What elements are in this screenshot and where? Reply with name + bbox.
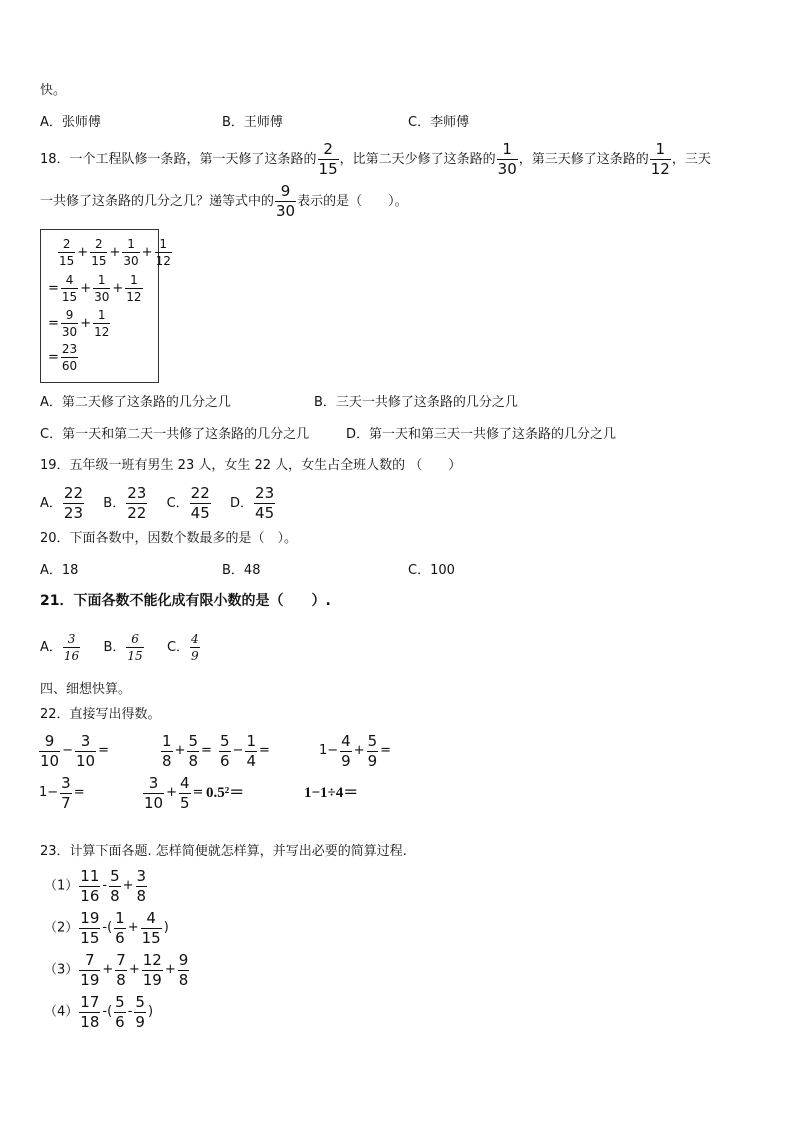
fraction	[39, 731, 60, 770]
fraction	[114, 908, 126, 947]
operator: +	[109, 245, 121, 260]
fraction	[122, 238, 139, 267]
operator: +	[164, 962, 176, 977]
fraction-denominator: 12	[155, 254, 171, 268]
operator: =	[192, 785, 204, 800]
fraction	[61, 309, 78, 338]
fraction	[497, 142, 518, 177]
q22-expr-8: 1−1÷4＝	[304, 785, 359, 801]
fraction-numerator: 23	[255, 484, 275, 502]
fraction-denominator: 22	[127, 504, 147, 522]
operator: =	[48, 281, 59, 296]
fraction-numerator: 1	[97, 308, 106, 322]
q20-option-c[interactable]: C．100	[408, 563, 455, 578]
q23-problem-4: （4） $\frac{17}{18}$ -( $\frac{5}{6}$ - $\frac{5}{9}$ )	[44, 992, 154, 1031]
fraction	[75, 731, 96, 770]
q17-option-c[interactable]: C．李师傅	[408, 115, 470, 130]
fraction-denominator: 12	[650, 160, 670, 178]
q18-option-c[interactable]: C．第一天和第二天一共修了这条路的几分之几	[40, 427, 310, 442]
fraction-denominator: 15	[318, 160, 338, 178]
operator: 1−	[319, 743, 339, 758]
fraction-numerator: 9	[44, 731, 55, 750]
operator: +	[166, 785, 177, 800]
operator: −	[62, 743, 73, 758]
fraction-denominator: 30	[123, 254, 139, 268]
box-line-1	[57, 238, 173, 267]
operator: =	[73, 785, 85, 800]
operator: =	[259, 743, 270, 758]
q21-question: 21．下面各数不能化成有限小数的是（ ）.	[40, 593, 331, 609]
fraction	[109, 866, 121, 905]
q19-option-a[interactable]: A． $\frac{22}{23}$	[40, 484, 83, 522]
fraction-numerator: 17	[80, 992, 100, 1011]
fraction-numerator: 4	[65, 273, 74, 287]
fraction	[134, 992, 146, 1031]
fraction-denominator: 60	[61, 359, 78, 373]
q18-question-line1: 18．一个工程队修一条路，第一天修了这条路的 $\frac{2}{15}$ ，比第二天少修了这条路的 $\frac{1}{30}$ ，第三天修了这条路的 $\frac{1}{12}$ ，三天	[40, 140, 711, 178]
operator: )	[147, 1004, 154, 1019]
operator: =	[48, 350, 59, 365]
fraction	[58, 238, 75, 267]
fraction	[340, 731, 352, 770]
fraction-numerator: 5	[367, 731, 378, 750]
fraction-denominator: 30	[276, 202, 296, 220]
operator: -	[127, 1004, 133, 1019]
fraction	[126, 633, 143, 662]
q21-option-a[interactable]: A． $\frac{3}{16}$	[40, 632, 80, 663]
fraction-denominator: 9	[341, 751, 351, 770]
fraction-numerator: 19	[80, 908, 100, 927]
fraction-numerator: 1	[655, 140, 666, 158]
fraction	[650, 142, 671, 177]
fraction	[93, 274, 110, 303]
fraction-denominator: 9	[135, 1012, 145, 1031]
fraction-numerator: 6	[131, 632, 139, 646]
operator: +	[77, 245, 89, 260]
operator: +	[80, 316, 92, 331]
operator: -(	[102, 1004, 113, 1019]
q17-option-b[interactable]: B．王师傅	[222, 115, 283, 130]
fraction	[79, 950, 100, 989]
fraction-numerator: 4	[191, 632, 199, 646]
fraction	[143, 773, 164, 812]
fraction-denominator: 9	[191, 649, 199, 663]
fraction	[245, 731, 257, 770]
fraction-numerator: 22	[63, 484, 83, 502]
fraction-denominator: 15	[91, 254, 107, 268]
fraction-numerator: 5	[220, 731, 230, 750]
fraction-denominator: 16	[80, 886, 100, 905]
q18-option-b[interactable]: B．三天一共修了这条路的几分之几	[314, 395, 518, 410]
fraction	[61, 343, 78, 372]
fraction-denominator: 15	[141, 928, 161, 947]
fraction	[136, 866, 148, 905]
fraction-denominator: 8	[162, 751, 172, 770]
fraction	[125, 274, 142, 303]
fraction-denominator: 15	[61, 290, 78, 304]
fraction-numerator: 5	[135, 992, 145, 1011]
operator: )	[163, 920, 169, 935]
fraction-numerator: 4	[341, 731, 351, 750]
fraction	[79, 866, 100, 905]
fraction-denominator: 45	[255, 504, 275, 522]
operator: 1−	[39, 785, 59, 800]
q21-option-c[interactable]: C． $\frac{4}{9}$	[166, 632, 199, 663]
fraction-numerator: 1	[159, 237, 168, 251]
q18-option-a[interactable]: A．第二天修了这条路的几分之几	[40, 395, 231, 410]
fraction-numerator: 5	[115, 992, 125, 1011]
fraction-numerator: 23	[127, 484, 147, 502]
fraction-numerator: 1	[115, 908, 125, 927]
fraction	[126, 486, 147, 521]
q23-problem-3: （3） $\frac{7}{19}$ + $\frac{7}{8}$ + $\frac{12}{19}$ + $\frac{9}{8}$	[44, 950, 189, 989]
fraction-numerator: 1	[130, 273, 138, 287]
q19-option-d[interactable]: D． $\frac{23}{45}$	[230, 484, 275, 522]
fraction-denominator: 9	[367, 751, 378, 770]
operator: +	[127, 920, 139, 935]
fraction-denominator: 10	[76, 751, 96, 770]
fraction-numerator: 3	[61, 773, 71, 792]
fraction-denominator: 8	[188, 751, 198, 770]
fraction-denominator: 8	[178, 970, 189, 989]
operator: =	[380, 743, 392, 758]
q23-question: 23．计算下面各题. 怎样简便就怎样算，并写出必要的简算过程.	[40, 844, 407, 859]
fraction-denominator: 15	[127, 649, 143, 663]
q20-option-b[interactable]: B．48	[222, 563, 261, 578]
fraction-numerator: 22	[190, 484, 210, 502]
fraction-numerator: 5	[110, 866, 120, 885]
fraction-numerator: 1	[127, 237, 135, 251]
operator: =	[48, 316, 59, 331]
fraction-numerator: 12	[142, 950, 162, 969]
q22-expr-5	[38, 773, 86, 813]
fraction-denominator: 15	[59, 254, 75, 268]
fraction-denominator: 23	[63, 504, 83, 522]
fraction-numerator: 7	[116, 950, 126, 969]
fraction	[79, 992, 100, 1031]
q17-option-a[interactable]: A．张师傅	[40, 115, 101, 130]
fraction-denominator: 19	[80, 970, 100, 989]
fraction-denominator: 15	[80, 928, 100, 947]
q22-expr-6	[142, 773, 204, 813]
q19-option-b[interactable]: B． $\frac{23}{22}$	[103, 484, 147, 522]
fraction	[141, 908, 162, 947]
fraction	[179, 773, 191, 812]
fraction-numerator: 7	[85, 950, 95, 969]
q22-expr-4	[318, 731, 392, 771]
fraction-numerator: 1	[97, 273, 106, 287]
fraction	[90, 238, 107, 267]
fraction	[114, 992, 126, 1031]
fraction	[79, 908, 100, 947]
fraction-denominator: 16	[63, 649, 80, 663]
operator: +	[112, 281, 124, 296]
operator: +	[122, 878, 134, 893]
fraction-denominator: 30	[94, 290, 110, 304]
fraction-numerator: 4	[180, 773, 190, 792]
q22-expr-1	[38, 731, 110, 771]
q17-continuation: 快。	[40, 83, 67, 98]
fraction	[190, 486, 211, 521]
fraction-denominator: 8	[136, 886, 147, 905]
fraction-numerator: 1	[502, 140, 512, 158]
operator: +	[80, 281, 92, 296]
operator: =	[201, 743, 212, 758]
fraction-denominator: 6	[220, 751, 230, 770]
fraction-denominator: 10	[40, 751, 60, 770]
fraction-denominator: 45	[190, 504, 210, 522]
operator: +	[353, 743, 365, 758]
q19-options	[40, 484, 276, 524]
fraction-numerator: 23	[61, 342, 78, 356]
operator: -(	[102, 920, 113, 935]
fraction-numerator: 2	[323, 140, 333, 158]
q19-option-c[interactable]: C． $\frac{22}{45}$	[166, 484, 210, 522]
fraction	[367, 731, 379, 770]
fraction-denominator: 30	[497, 160, 517, 178]
q23-problem-1: （1） $\frac{11}{16}$ - $\frac{5}{8}$ + $\frac{3}{8}$	[44, 866, 147, 905]
fraction-numerator: 1	[246, 731, 256, 750]
fraction-numerator: 4	[146, 908, 156, 927]
box-line-4	[47, 343, 79, 372]
fraction	[60, 773, 72, 812]
fraction	[178, 950, 190, 989]
fraction-denominator: 6	[115, 1012, 125, 1031]
fraction	[161, 731, 173, 770]
fraction-denominator: 8	[116, 970, 126, 989]
fraction-denominator: 5	[180, 793, 190, 812]
fraction-numerator: 2	[62, 237, 71, 251]
fraction-denominator: 4	[246, 751, 256, 770]
fraction-numerator: 3	[136, 866, 147, 885]
fraction-denominator: 7	[61, 793, 71, 812]
q22-expr-2	[160, 731, 213, 771]
q23-problem-2: （2） $\frac{19}{15}$ -( $\frac{1}{6}$ + $\frac{4}{15}$ )	[44, 908, 169, 947]
fraction-denominator: 12	[126, 290, 142, 304]
box-line-3	[47, 309, 111, 338]
q18-calculation-box	[40, 229, 171, 383]
operator: +	[174, 743, 186, 758]
fraction	[61, 274, 78, 303]
fraction-denominator: 6	[115, 928, 125, 947]
fraction-numerator: 9	[280, 182, 291, 200]
fraction-numerator: 11	[80, 866, 100, 885]
fraction-denominator: 8	[110, 886, 120, 905]
fraction	[155, 238, 172, 267]
fraction-numerator: 3	[148, 773, 159, 792]
q18-option-d[interactable]: D．第一天和第三天一共修了这条路的几分之几	[346, 427, 617, 442]
q21-option-b[interactable]: B． $\frac{6}{15}$	[103, 632, 143, 663]
fraction	[93, 309, 110, 338]
fraction	[63, 633, 80, 662]
fraction	[318, 142, 339, 177]
fraction-numerator: 1	[162, 731, 172, 750]
operator: +	[102, 962, 114, 977]
fraction	[115, 950, 127, 989]
fraction	[275, 184, 296, 219]
fraction-denominator: 10	[144, 793, 164, 812]
fraction-denominator: 30	[61, 325, 78, 339]
box-line-2	[47, 274, 144, 303]
fraction-numerator: 9	[65, 308, 74, 322]
q19-question: 19．五年级一班有男生 23 人，女生 22 人，女生占全班人数的 （ ）	[40, 458, 462, 473]
fraction	[142, 950, 163, 989]
fraction	[190, 633, 200, 662]
section-4-heading: 四、细想快算。	[40, 682, 132, 697]
operator: +	[128, 962, 140, 977]
q20-option-a[interactable]: A．18	[40, 563, 79, 578]
operator: −	[232, 743, 244, 758]
operator: =	[98, 743, 109, 758]
q22-expr-3	[218, 731, 271, 771]
fraction-denominator: 12	[94, 325, 110, 339]
q18-question-line2: 一共修了这条路的几分之几？递等式中的 $\frac{9}{30}$ 表示的是（ ）。	[40, 182, 408, 220]
fraction	[219, 731, 231, 770]
fraction-numerator: 3	[80, 731, 91, 750]
fraction-numerator: 5	[188, 731, 198, 750]
fraction	[63, 486, 84, 521]
q22-question: 22．直接写出得数。	[40, 707, 161, 722]
operator: +	[141, 245, 153, 260]
operator: -	[102, 878, 108, 893]
fraction-numerator: 3	[67, 632, 76, 646]
fraction-numerator: 9	[178, 950, 189, 969]
q22-expr-7: 0.5²＝	[206, 785, 245, 801]
q21-options	[40, 626, 201, 670]
fraction	[187, 731, 199, 770]
fraction-denominator: 18	[80, 1012, 100, 1031]
fraction-numerator: 2	[95, 237, 103, 251]
fraction-denominator: 19	[142, 970, 162, 989]
q20-question: 20．下面各数中，因数个数最多的是（ ）。	[40, 531, 298, 546]
fraction	[254, 486, 275, 521]
